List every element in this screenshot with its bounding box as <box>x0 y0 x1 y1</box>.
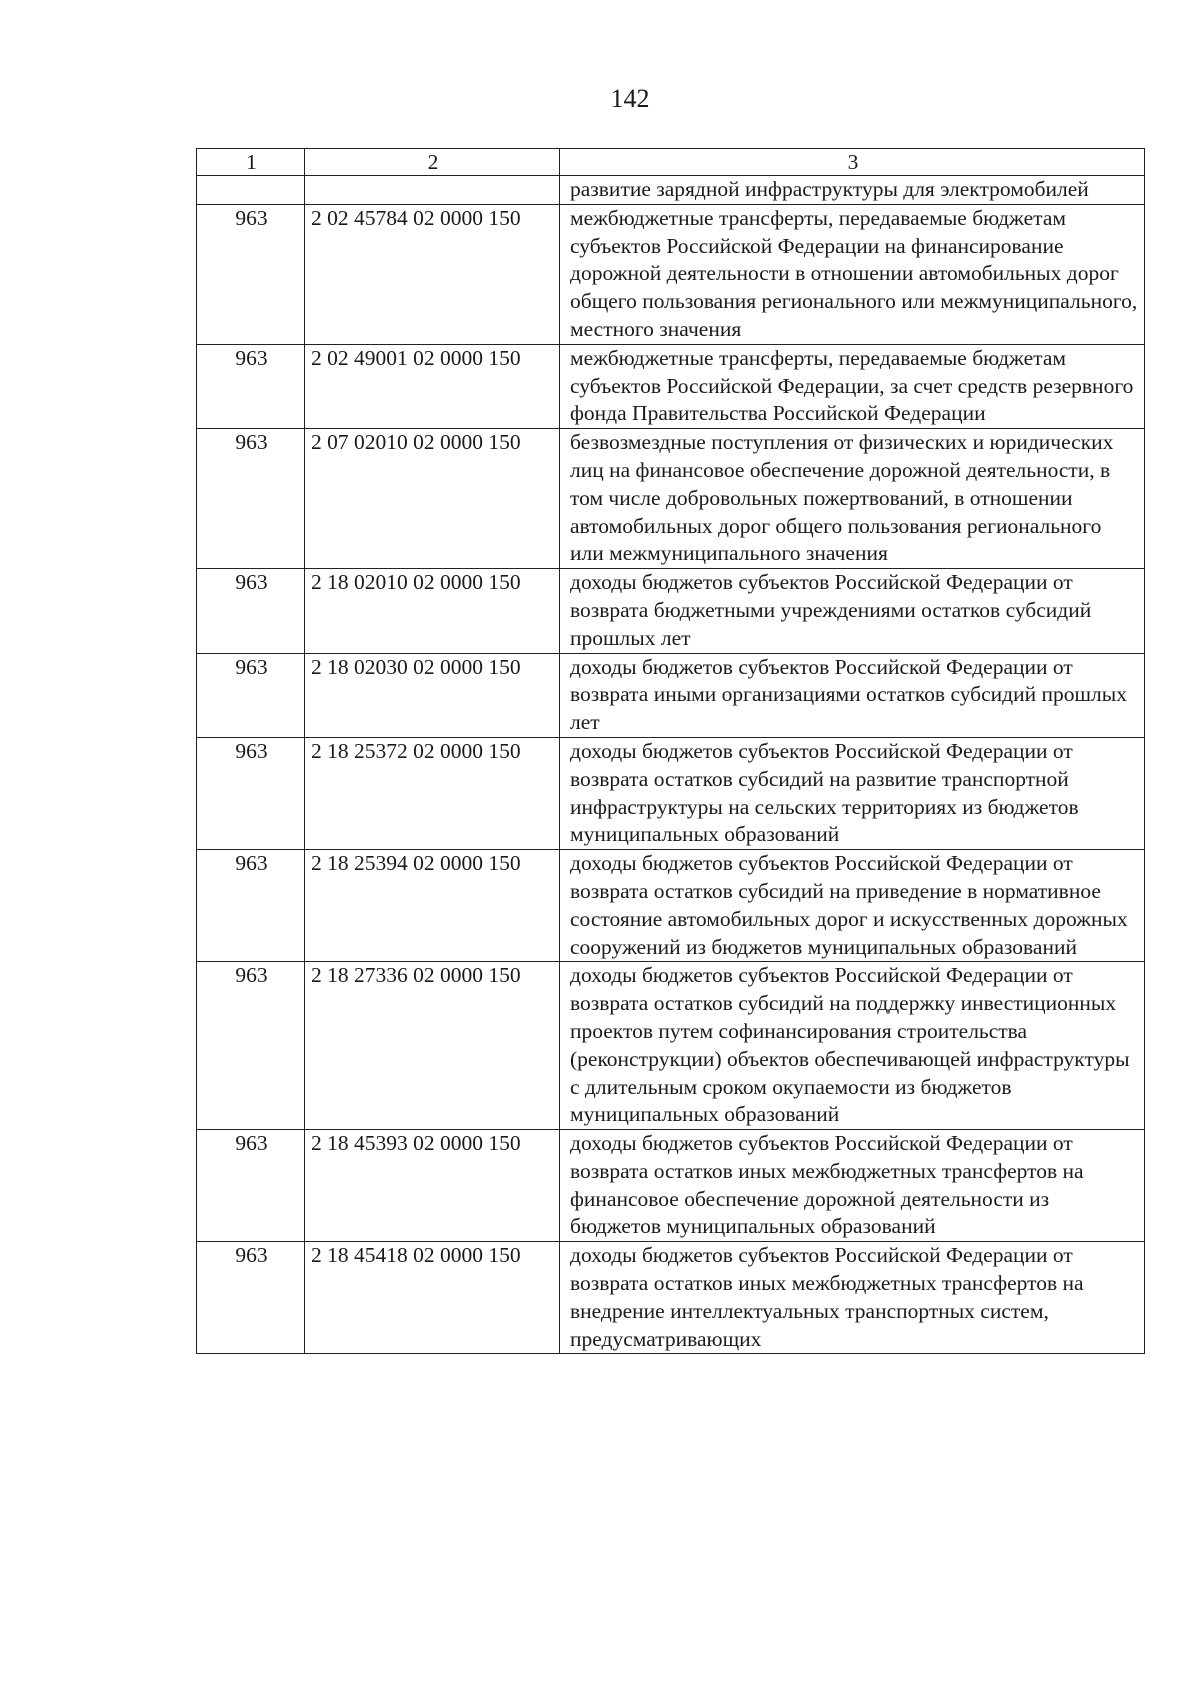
column-header-2: 2 <box>305 149 560 176</box>
column-header-1: 1 <box>197 149 305 176</box>
admin-code-cell: 963 <box>197 429 305 569</box>
description-cell: доходы бюджетов субъектов Российской Федерации от возврата остатков субсидий на поддержку инвестиционных проектов путем софинансирования строительства (реконструкции) объектов обеспечивающей инфраструктуры с длительным сроком окупаемости из бюджетов муниципальных образований <box>560 962 1145 1130</box>
description-cell: развитие зарядной инфраструктуры для электромобилей <box>560 176 1145 205</box>
description-cell: доходы бюджетов субъектов Российской Федерации от возврата иными организациями остатков субсидий прошлых лет <box>560 653 1145 737</box>
table-row <box>197 653 1145 737</box>
admin-code-cell: 963 <box>197 653 305 737</box>
table-row <box>197 737 1145 849</box>
column-header-3: 3 <box>560 149 1145 176</box>
revenue-codes-table-wrapper <box>196 148 1144 1354</box>
description-cell: доходы бюджетов субъектов Российской Федерации от возврата остатков субсидий на приведение в нормативное состояние автомобильных дорог и искусственных дорожных сооружений из бюджетов муниципальных образований <box>560 850 1145 962</box>
budget-code-cell: 2 18 25394 02 0000 150 <box>305 850 560 962</box>
budget-code-cell: 2 18 25372 02 0000 150 <box>305 737 560 849</box>
table-row <box>197 850 1145 962</box>
description-cell: межбюджетные трансферты, передаваемые бюджетам субъектов Российской Федерации, за счет средств резервного фонда Правительства Российской Федерации <box>560 344 1145 428</box>
admin-code-cell: 963 <box>197 1242 305 1354</box>
budget-code-cell: 2 07 02010 02 0000 150 <box>305 429 560 569</box>
budget-code-cell: 2 02 45784 02 0000 150 <box>305 204 560 344</box>
admin-code-cell: 963 <box>197 850 305 962</box>
admin-code-cell <box>197 176 305 205</box>
description-cell: межбюджетные трансферты, передаваемые бюджетам субъектов Российской Федерации на финансирование дорожной деятельности в отношении автомобильных дорог общего пользования регионального или межмуниципального, местного значения <box>560 204 1145 344</box>
description-cell: доходы бюджетов субъектов Российской Федерации от возврата остатков иных межбюджетных трансфертов на финансовое обеспечение дорожной деятельности из бюджетов муниципальных образований <box>560 1130 1145 1242</box>
table-row <box>197 1130 1145 1242</box>
budget-code-cell <box>305 176 560 205</box>
description-cell: безвозмездные поступления от физических и юридических лиц на финансовое обеспечение дорожной деятельности, в том числе добровольных пожертвований, в отношении автомобильных дорог общего пользования регионального или межмуниципального значения <box>560 429 1145 569</box>
table-row <box>197 962 1145 1130</box>
table-header-row <box>197 149 1145 176</box>
admin-code-cell: 963 <box>197 569 305 653</box>
table-row <box>197 569 1145 653</box>
description-cell: доходы бюджетов субъектов Российской Федерации от возврата остатков иных межбюджетных трансфертов на внедрение интеллектуальных транспортных систем, предусматривающих <box>560 1242 1145 1354</box>
table-header <box>197 149 1145 176</box>
table-body <box>197 176 1145 1354</box>
budget-code-cell: 2 18 45393 02 0000 150 <box>305 1130 560 1242</box>
budget-code-cell: 2 02 49001 02 0000 150 <box>305 344 560 428</box>
budget-code-cell: 2 18 27336 02 0000 150 <box>305 962 560 1130</box>
description-cell: доходы бюджетов субъектов Российской Федерации от возврата бюджетными учреждениями остатков субсидий прошлых лет <box>560 569 1145 653</box>
budget-code-cell: 2 18 02010 02 0000 150 <box>305 569 560 653</box>
admin-code-cell: 963 <box>197 962 305 1130</box>
revenue-codes-table <box>196 148 1145 1354</box>
page-number: 142 <box>610 84 650 113</box>
admin-code-cell: 963 <box>197 737 305 849</box>
budget-code-cell: 2 18 02030 02 0000 150 <box>305 653 560 737</box>
description-cell: доходы бюджетов субъектов Российской Федерации от возврата остатков субсидий на развитие транспортной инфраструктуры на сельских территориях из бюджетов муниципальных образований <box>560 737 1145 849</box>
table-row <box>197 344 1145 428</box>
admin-code-cell: 963 <box>197 1130 305 1242</box>
table-row <box>197 429 1145 569</box>
table-row <box>197 204 1145 344</box>
table-row <box>197 176 1145 205</box>
budget-code-cell: 2 18 45418 02 0000 150 <box>305 1242 560 1354</box>
admin-code-cell: 963 <box>197 344 305 428</box>
admin-code-cell: 963 <box>197 204 305 344</box>
table-row <box>197 1242 1145 1354</box>
